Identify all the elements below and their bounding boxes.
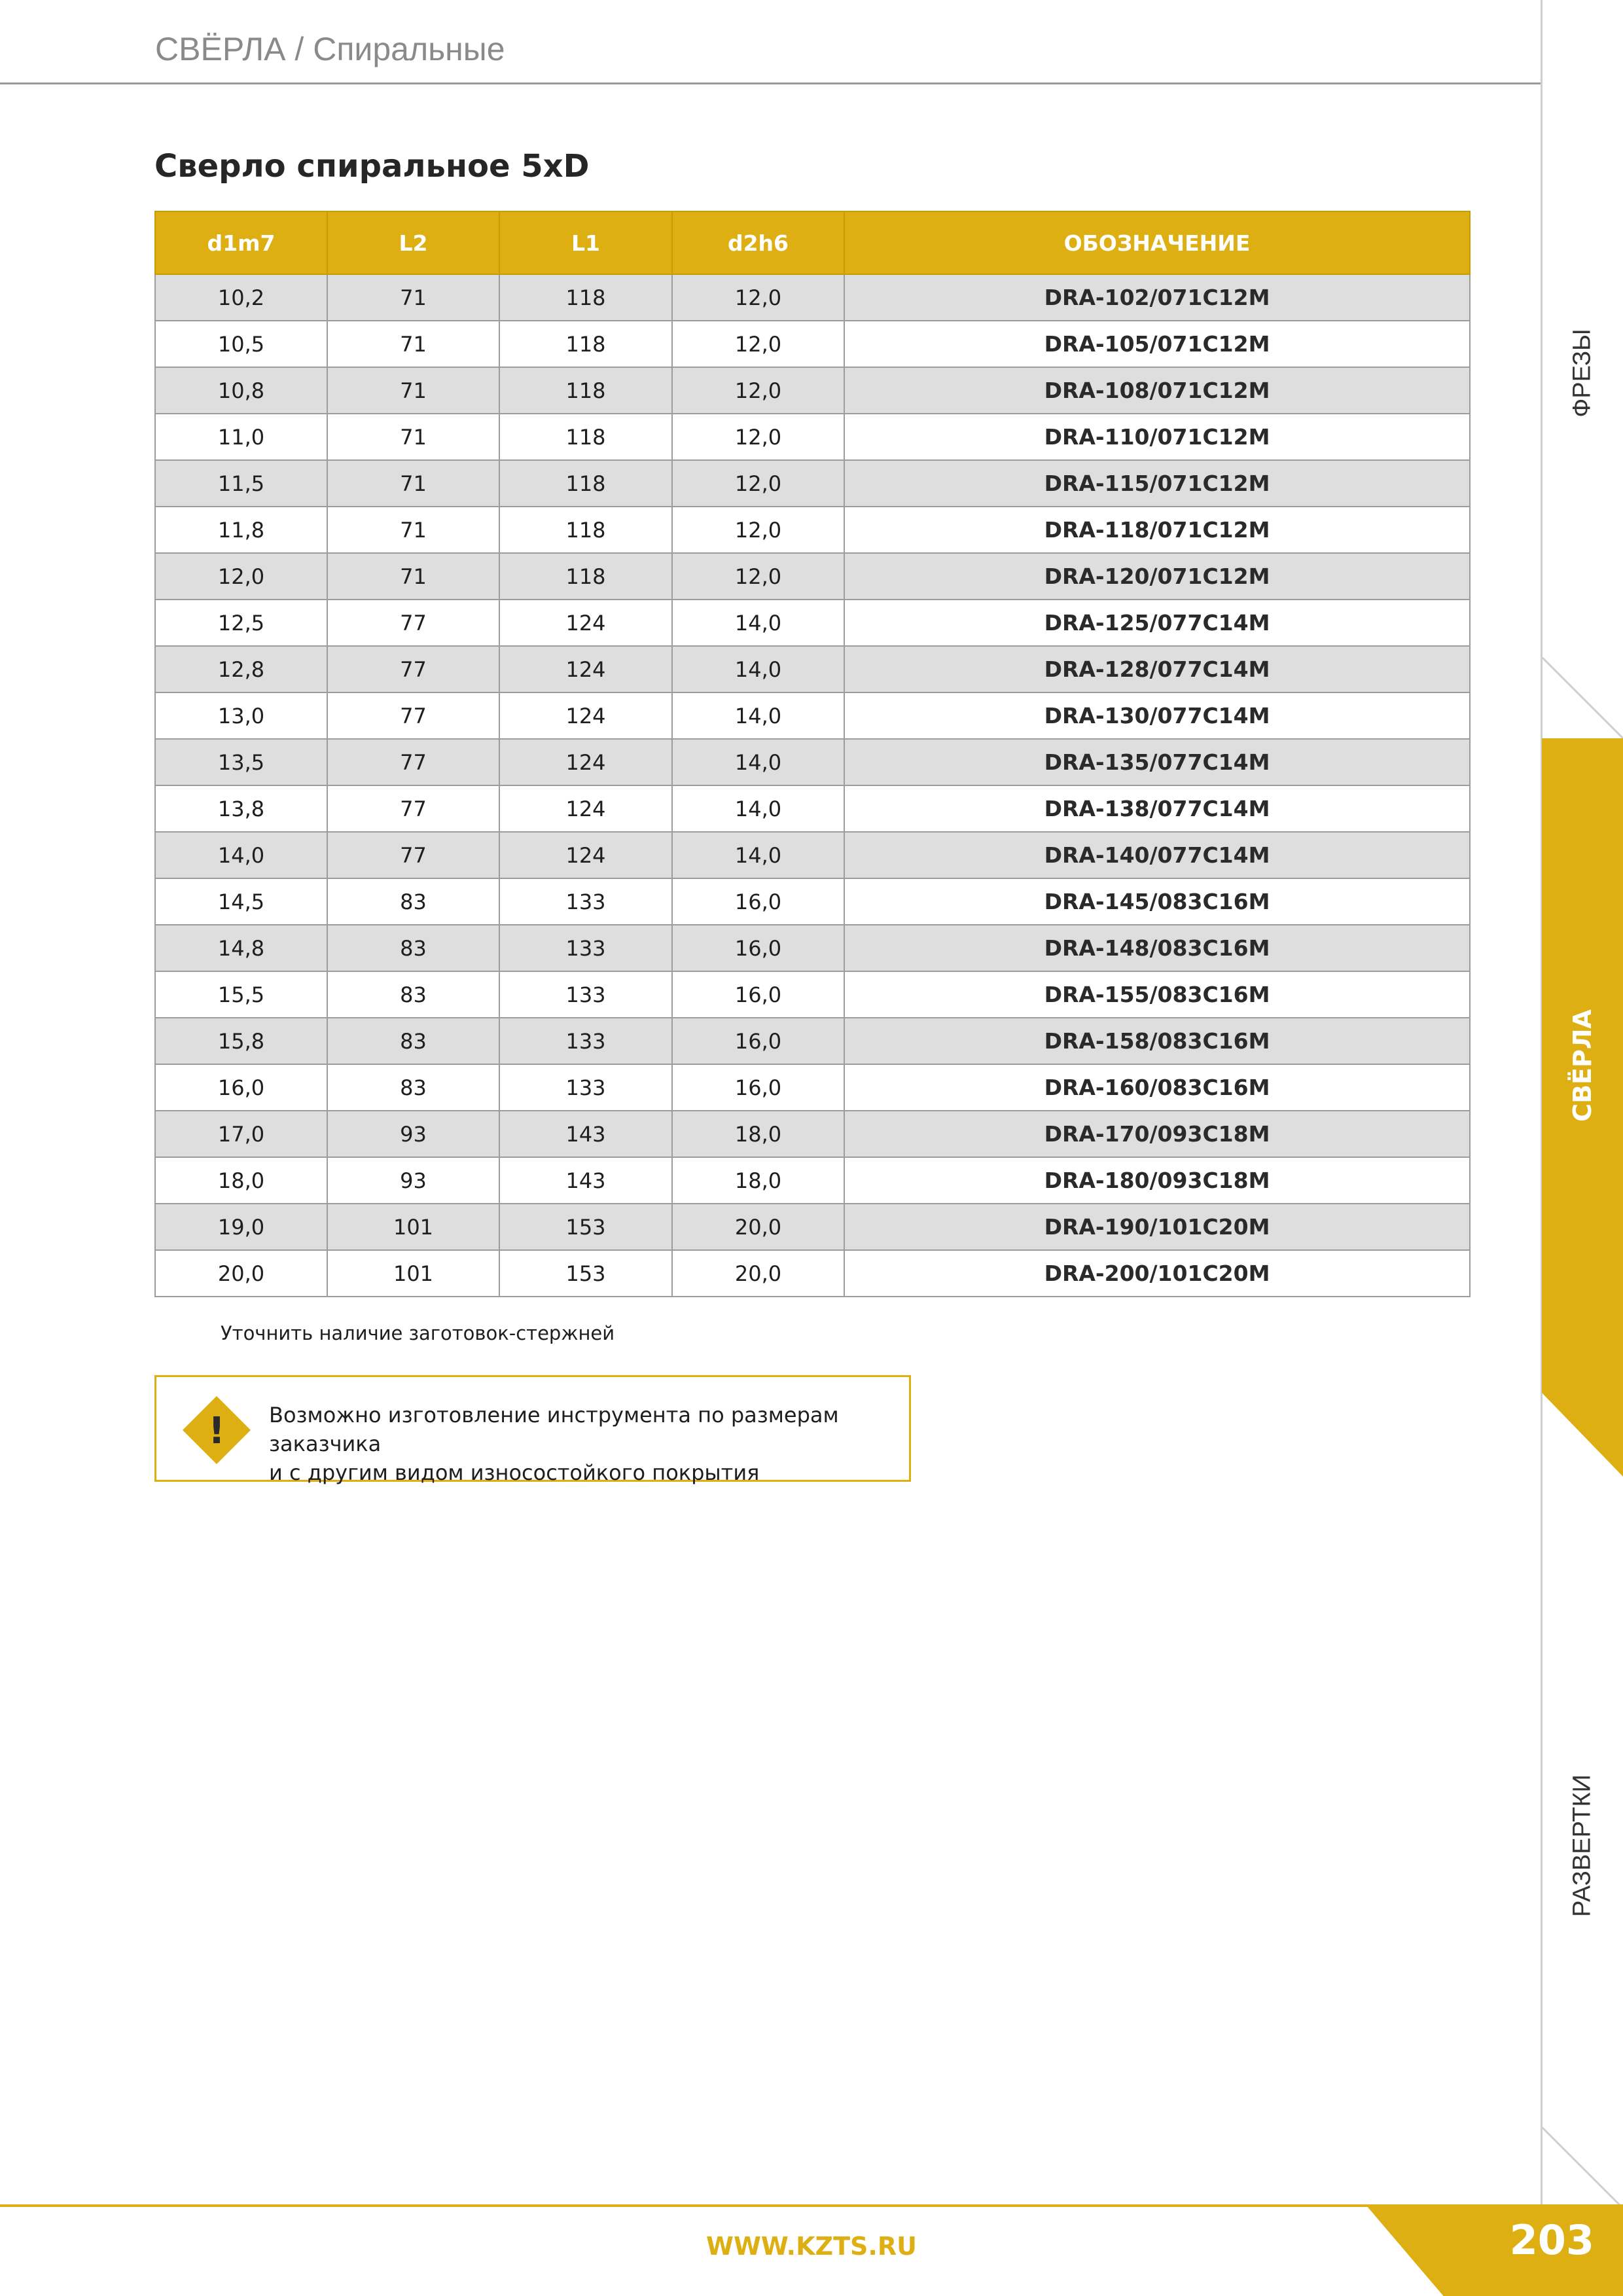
table-cell: 16,0: [672, 925, 844, 971]
column-header-l2: L2: [327, 211, 499, 274]
cell-designation: DRA-200/101C20M: [844, 1250, 1470, 1297]
table-cell: 118: [499, 274, 672, 321]
table-cell: 133: [499, 925, 672, 971]
table-cell: 93: [327, 1111, 499, 1157]
breadcrumb: СВЁРЛА / Спиральные: [155, 31, 505, 67]
cell-designation: DRA-160/083C16M: [844, 1064, 1470, 1111]
cell-designation: DRA-115/071C12M: [844, 460, 1470, 507]
table-cell: 133: [499, 971, 672, 1018]
table-cell: 118: [499, 507, 672, 553]
table-cell: 12,0: [672, 507, 844, 553]
cell-designation: DRA-110/071C12M: [844, 414, 1470, 460]
table-row: [155, 460, 1470, 507]
notice-line-1: Возможно изготовление инструмента по размерам заказчика: [269, 1403, 839, 1456]
tab-corner-decoration: [1542, 1477, 1623, 1558]
table-cell: 124: [499, 600, 672, 646]
availability-note: Уточнить наличие заготовок-стержней: [221, 1322, 615, 1344]
table-row: [155, 739, 1470, 785]
table-cell: 15,5: [155, 971, 327, 1018]
table-cell: 83: [327, 971, 499, 1018]
table-cell: 11,0: [155, 414, 327, 460]
table-row: [155, 878, 1470, 925]
table-cell: 12,0: [672, 460, 844, 507]
table-cell: 12,0: [672, 367, 844, 414]
table-cell: 101: [327, 1204, 499, 1250]
table-row: [155, 1157, 1470, 1204]
table-cell: 71: [327, 414, 499, 460]
table-cell: 12,0: [672, 321, 844, 367]
table-cell: 15,8: [155, 1018, 327, 1064]
table-cell: 124: [499, 785, 672, 832]
table-row: [155, 1064, 1470, 1111]
table-cell: 83: [327, 1064, 499, 1111]
table-row: [155, 414, 1470, 460]
table-cell: 16,0: [672, 1018, 844, 1064]
table-cell: 118: [499, 414, 672, 460]
cell-designation: DRA-130/077C14M: [844, 692, 1470, 739]
table-row: [155, 1204, 1470, 1250]
cell-designation: DRA-180/093C18M: [844, 1157, 1470, 1204]
table-cell: 124: [499, 646, 672, 692]
table-cell: 77: [327, 832, 499, 878]
website-link[interactable]: WWW.KZTS.RU: [706, 2232, 917, 2261]
table-row: [155, 1018, 1470, 1064]
table-row: [155, 367, 1470, 414]
page-number: 203: [1509, 2216, 1594, 2264]
header-divider: [0, 82, 1542, 84]
table-cell: 14,5: [155, 878, 327, 925]
cell-designation: DRA-158/083C16M: [844, 1018, 1470, 1064]
table-cell: 143: [499, 1157, 672, 1204]
table-cell: 133: [499, 1064, 672, 1111]
table-cell: 12,0: [155, 553, 327, 600]
column-header-d2h6: d2h6: [672, 211, 844, 274]
cell-designation: DRA-148/083C16M: [844, 925, 1470, 971]
cell-designation: DRA-102/071C12M: [844, 274, 1470, 321]
table-row: [155, 274, 1470, 321]
table-cell: 16,0: [672, 878, 844, 925]
cell-designation: DRA-120/071C12M: [844, 553, 1470, 600]
page-title: Сверло спиральное 5xD: [154, 148, 590, 185]
table-cell: 10,8: [155, 367, 327, 414]
cell-designation: DRA-105/071C12M: [844, 321, 1470, 367]
table-cell: 83: [327, 925, 499, 971]
tab-razvertki-label: РАЗВЕРТКИ: [1568, 1774, 1596, 1917]
table-cell: 77: [327, 785, 499, 832]
table-cell: 71: [327, 507, 499, 553]
cell-designation: DRA-138/077C14M: [844, 785, 1470, 832]
table-cell: 13,0: [155, 692, 327, 739]
table-cell: 14,8: [155, 925, 327, 971]
table-cell: 83: [327, 1018, 499, 1064]
table-cell: 14,0: [672, 600, 844, 646]
table-cell: 133: [499, 878, 672, 925]
table-cell: 77: [327, 646, 499, 692]
table-cell: 71: [327, 321, 499, 367]
cell-designation: DRA-155/083C16M: [844, 971, 1470, 1018]
table-row: [155, 553, 1470, 600]
table-cell: 133: [499, 1018, 672, 1064]
table-cell: 118: [499, 321, 672, 367]
table-cell: 17,0: [155, 1111, 327, 1157]
table-cell: 12,0: [672, 274, 844, 321]
table-cell: 14,0: [672, 692, 844, 739]
table-cell: 77: [327, 739, 499, 785]
cell-designation: DRA-145/083C16M: [844, 878, 1470, 925]
table-cell: 16,0: [672, 1064, 844, 1111]
table-cell: 124: [499, 739, 672, 785]
table-cell: 71: [327, 274, 499, 321]
table-cell: 20,0: [155, 1250, 327, 1297]
table-row: [155, 925, 1470, 971]
tab-frezy-label: ФРЕЗЫ: [1568, 329, 1596, 418]
cell-designation: DRA-170/093C18M: [844, 1111, 1470, 1157]
table-cell: 12,8: [155, 646, 327, 692]
table-cell: 143: [499, 1111, 672, 1157]
table-cell: 77: [327, 692, 499, 739]
table-cell: 18,0: [672, 1111, 844, 1157]
cell-designation: DRA-118/071C12M: [844, 507, 1470, 553]
table-row: [155, 1250, 1470, 1297]
table-cell: 10,2: [155, 274, 327, 321]
table-cell: 71: [327, 553, 499, 600]
table-row: [155, 692, 1470, 739]
table-cell: 14,0: [672, 739, 844, 785]
table-cell: 14,0: [672, 785, 844, 832]
table-cell: 93: [327, 1157, 499, 1204]
table-cell: 124: [499, 832, 672, 878]
tab-razvertki[interactable]: [1542, 1715, 1623, 1977]
column-header-l1: L1: [499, 211, 672, 274]
table-cell: 14,0: [672, 646, 844, 692]
table-cell: 12,5: [155, 600, 327, 646]
table-cell: 16,0: [672, 971, 844, 1018]
table-cell: 71: [327, 367, 499, 414]
table-row: [155, 785, 1470, 832]
warning-glyph: !: [208, 1410, 225, 1452]
table-cell: 20,0: [672, 1204, 844, 1250]
table-cell: 83: [327, 878, 499, 925]
cell-designation: DRA-135/077C14M: [844, 739, 1470, 785]
table-row: [155, 507, 1470, 553]
tab-frezy[interactable]: [1542, 249, 1623, 497]
table-cell: 118: [499, 553, 672, 600]
table-row: [155, 321, 1470, 367]
table-cell: 13,5: [155, 739, 327, 785]
table-row: [155, 1111, 1470, 1157]
table-cell: 153: [499, 1250, 672, 1297]
cell-designation: DRA-108/071C12M: [844, 367, 1470, 414]
table-cell: 18,0: [155, 1157, 327, 1204]
tab-corner-decoration: [1542, 2127, 1623, 2208]
notice-text: [269, 1401, 909, 1487]
table-cell: 19,0: [155, 1204, 327, 1250]
table-cell: 12,0: [672, 414, 844, 460]
table-cell: 11,5: [155, 460, 327, 507]
table-header-row: [155, 211, 1470, 274]
table-cell: 20,0: [672, 1250, 844, 1297]
notice-line-2: и с другим видом износостойкого покрытия: [269, 1460, 760, 1485]
table-cell: 14,0: [155, 832, 327, 878]
table-cell: 118: [499, 460, 672, 507]
table-cell: 18,0: [672, 1157, 844, 1204]
warning-diamond-icon: [181, 1394, 253, 1466]
table-cell: 77: [327, 600, 499, 646]
column-header-d1m7: d1m7: [155, 211, 327, 274]
cell-designation: DRA-125/077C14M: [844, 600, 1470, 646]
table-row: [155, 646, 1470, 692]
tab-sverla[interactable]: [1542, 738, 1623, 1393]
table-cell: 12,0: [672, 553, 844, 600]
tab-sverla-label: СВЁРЛА: [1568, 1009, 1597, 1122]
column-header-designation: ОБОЗНАЧЕНИЕ: [844, 211, 1470, 274]
table-cell: 124: [499, 692, 672, 739]
table-row: [155, 832, 1470, 878]
table-row: [155, 971, 1470, 1018]
cell-designation: DRA-140/077C14M: [844, 832, 1470, 878]
table-cell: 10,5: [155, 321, 327, 367]
table-cell: 13,8: [155, 785, 327, 832]
table-cell: 16,0: [155, 1064, 327, 1111]
table-cell: 71: [327, 460, 499, 507]
table-cell: 101: [327, 1250, 499, 1297]
table-row: [155, 600, 1470, 646]
table-cell: 11,8: [155, 507, 327, 553]
cell-designation: DRA-128/077C14M: [844, 646, 1470, 692]
table-cell: 14,0: [672, 832, 844, 878]
cell-designation: DRA-190/101C20M: [844, 1204, 1470, 1250]
tab-corner-decoration: [1542, 657, 1623, 738]
drill-spec-table: [154, 211, 1471, 1297]
custom-order-notice: [154, 1375, 911, 1485]
table-cell: 153: [499, 1204, 672, 1250]
table-cell: 118: [499, 367, 672, 414]
